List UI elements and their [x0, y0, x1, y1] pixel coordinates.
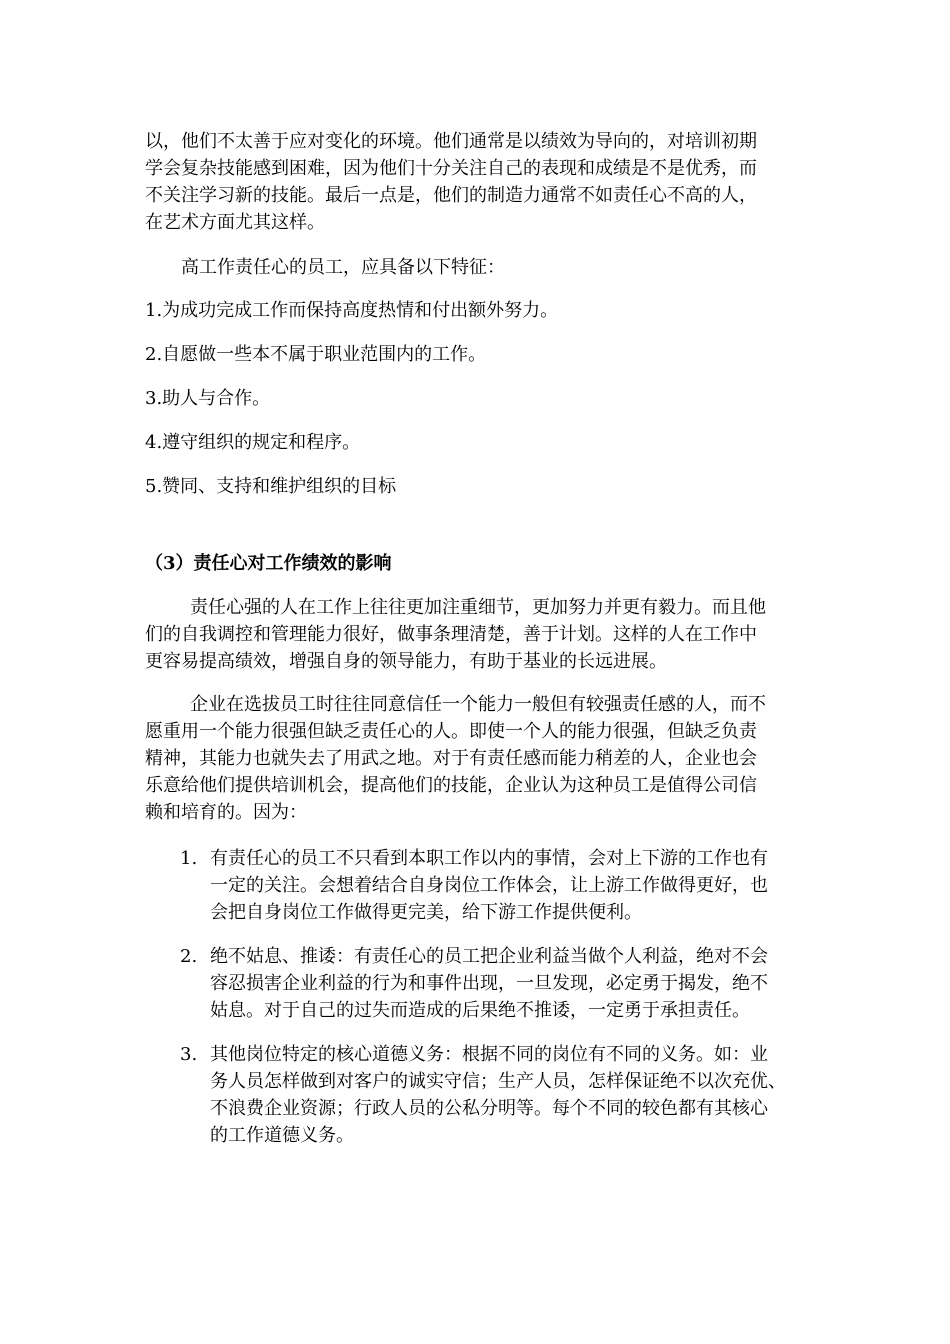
text-line: 在艺术方面尤其这样。 [145, 212, 325, 233]
text-line: 以，他们不太善于应对变化的环境。他们通常是以绩效为导向的，对培训初期 [145, 131, 757, 152]
trait-item: 3.助人与合作。 [145, 388, 271, 409]
item-body [210, 845, 820, 926]
text-line: 们的自我调控和管理能力很好，做事条理清楚，善于计划。这样的人在工作中 [145, 624, 757, 645]
trait-item: 2.自愿做一些本不属于职业范围内的工作。 [145, 344, 487, 365]
text-line: 精神，其能力也就失去了用武之地。对于有责任感而能力稍差的人，企业也会 [145, 748, 757, 769]
item-number: 1. [180, 848, 198, 869]
text-line: 会把自身岗位工作做得更完美，给下游工作提供便利。 [210, 902, 642, 923]
text-line: 绝不姑息、推诿：有责任心的员工把企业利益当做个人利益，绝对不会 [210, 946, 768, 967]
text-line: 有责任心的员工不只看到本职工作以内的事情，会对上下游的工作也有 [210, 848, 768, 869]
text-line: 赖和培育的。因为： [145, 802, 307, 823]
text-line: 学会复杂技能感到困难，因为他们十分关注自己的表现和成绩是不是优秀，而 [145, 158, 757, 179]
paragraph-selection [145, 691, 815, 826]
text-line: 其他岗位特定的核心道德义务：根据不同的岗位有不同的义务。如：业 [210, 1044, 768, 1065]
item-body [210, 943, 820, 1024]
text-line: 不关注学习新的技能。最后一点是，他们的制造力通常不如责任心不高的人， [145, 185, 757, 206]
item-number: 2. [180, 946, 198, 967]
intro-paragraph [145, 128, 815, 236]
trait-item: 5.赞同、支持和维护组织的目标 [145, 476, 397, 497]
text-line: 企业在选拔员工时往往同意信任一个能力一般但有较强责任感的人，而不 [190, 694, 766, 715]
text-line: 姑息。对于自己的过失而造成的后果绝不推诿，一定勇于承担责任。 [210, 1000, 750, 1021]
item-body [210, 1041, 820, 1149]
paragraph-detail-focus [145, 594, 815, 675]
text-line: 责任心强的人在工作上往往更加注重细节，更加努力并更有毅力。而且他 [190, 597, 766, 618]
text-line: 务人员怎样做到对客户的诚实守信；生产人员，怎样保证绝不以次充优、 [210, 1071, 786, 1092]
traits-intro: 高工作责任心的员工，应具备以下特征： [181, 257, 505, 278]
text-line: 更容易提高绩效，增强自身的领导能力，有助于基业的长远进展。 [145, 651, 667, 672]
text-line: 的工作道德义务。 [210, 1125, 354, 1146]
text-line: 容忍损害企业利益的行为和事件出现，一旦发现，必定勇于揭发，绝不 [210, 973, 768, 994]
text-line: 乐意给他们提供培训机会，提高他们的技能，企业认为这种员工是值得公司信 [145, 775, 757, 796]
text-line: 不浪费企业资源；行政人员的公私分明等。每个不同的较色都有其核心 [210, 1098, 768, 1119]
trait-item: 4.遵守组织的规定和程序。 [145, 432, 361, 453]
text-line: 愿重用一个能力很强但缺乏责任心的人。即使一个人的能力很强，但缺乏负责 [145, 721, 757, 742]
item-number: 3. [180, 1044, 198, 1065]
section-heading: （3）责任心对工作绩效的影响 [145, 553, 392, 574]
trait-item: 1.为成功完成工作而保持高度热情和付出额外努力。 [145, 300, 559, 321]
text-line: 一定的关注。会想着结合自身岗位工作体会，让上游工作做得更好，也 [210, 875, 768, 896]
